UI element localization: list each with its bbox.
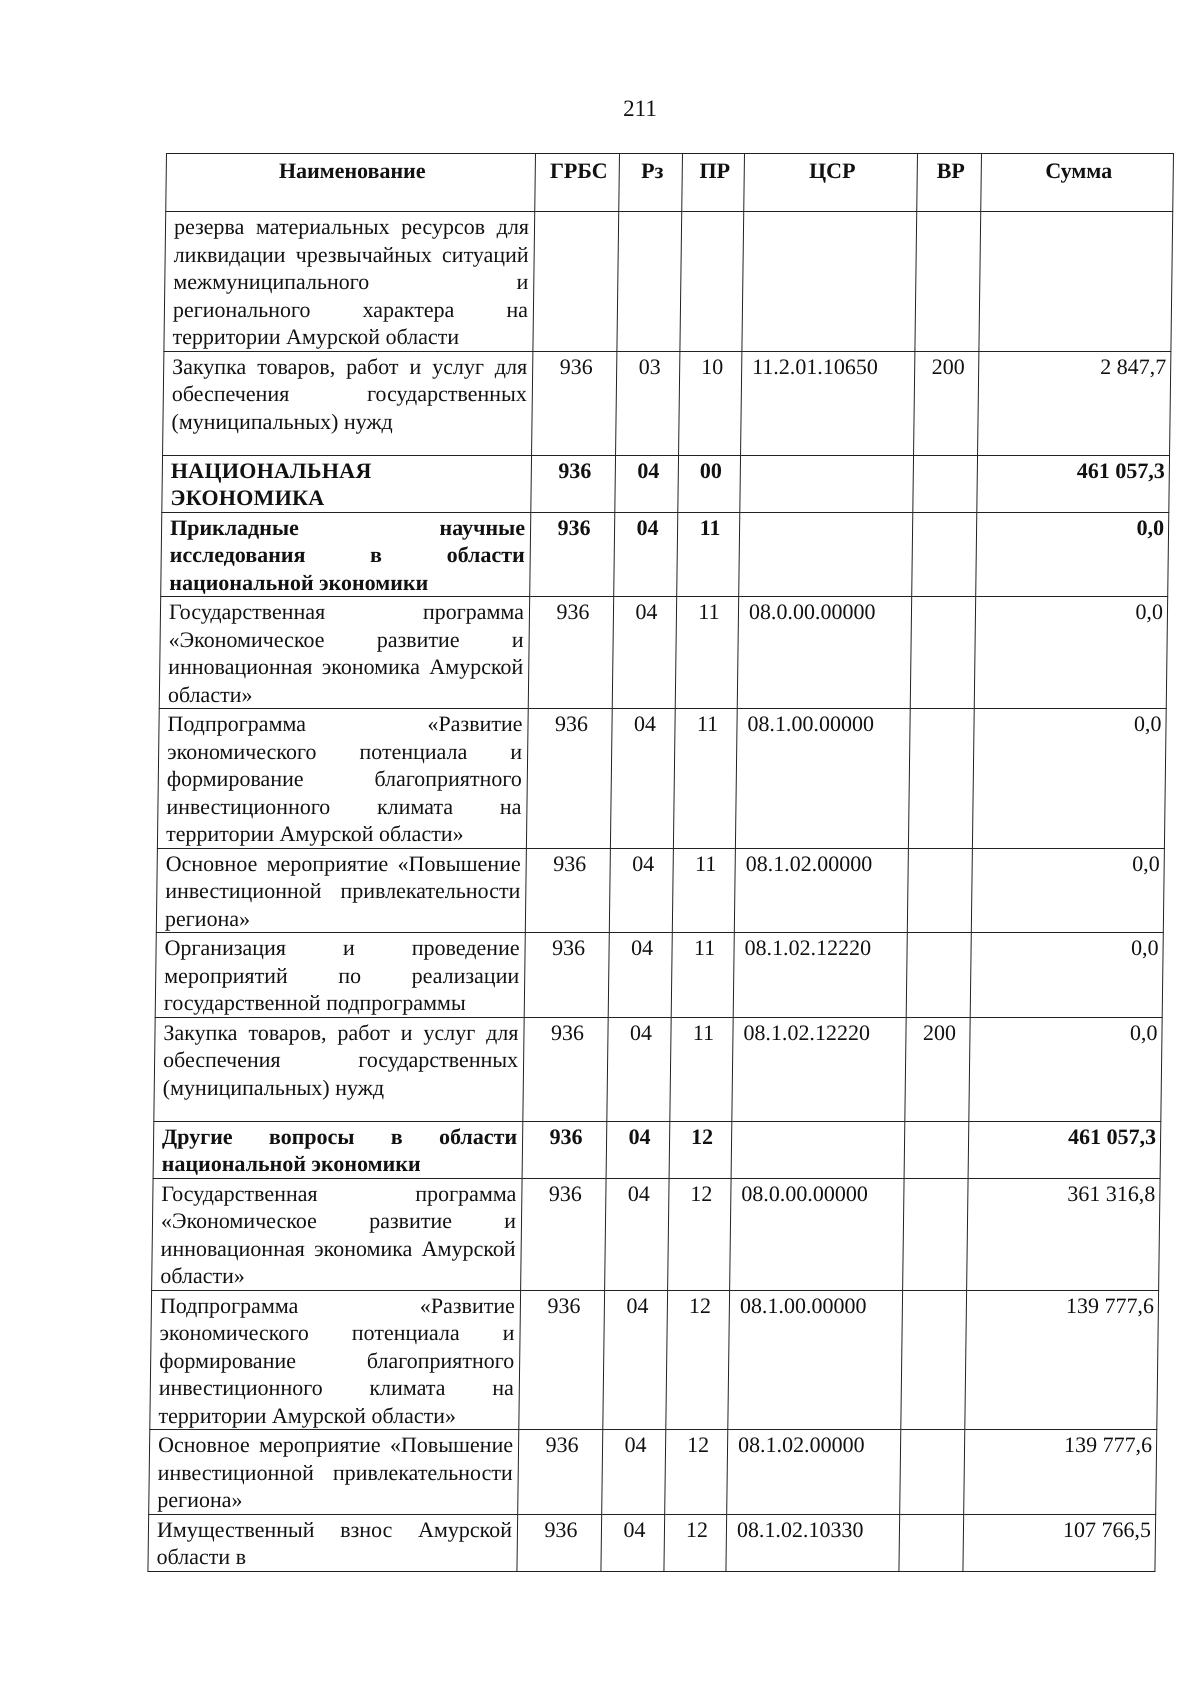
cell-sum: 0,0 [970,933,1163,1018]
cell-name: резерва материальных ресурсов для ликвидации чрезвычайных ситуаций межмуниципального и регионального характера на территории Амурской области [164,212,535,352]
cell-sum: 139 777,6 [965,1290,1159,1430]
cell-grbs: 936 [517,1514,602,1571]
cell-sum [979,212,1173,352]
cell-csr: 08.1.02.12220 [733,933,907,1018]
cell-name: Подпрограмма «Развитие экономического потенциала и формирование благоприятного инвестиционного климата на территории Амурской области» [150,1290,521,1430]
header-pr: ПР [682,154,745,212]
cell-sum: 0,0 [971,848,1164,933]
header-name: Наименование [166,154,536,212]
cell-vr [903,1178,968,1290]
cell-csr: 08.1.02.10330 [726,1514,900,1571]
cell-pr: 11 [675,597,738,709]
cell-rz: 04 [606,1121,670,1178]
cell-csr [739,512,913,597]
cell-rz: 04 [608,933,672,1018]
cell-pr: 12 [668,1178,731,1290]
table-row [148,1514,1156,1571]
table-row [154,1017,1162,1121]
header-grbs: ГРБС [535,154,620,212]
cell-rz: 04 [601,1514,665,1571]
cell-name: Другие вопросы в области национальной экономики [153,1121,523,1178]
cell-name: Прикладные научные исследования в области национальной экономики [161,512,531,597]
cell-pr: 10 [679,351,742,455]
cell-grbs: 936 [518,1430,603,1515]
cell-name: Имущественный взнос Амурской области в [148,1514,518,1571]
table-row [161,512,1169,597]
cell-rz: 04 [603,1290,668,1430]
cell-grbs: 936 [523,1017,608,1121]
cell-vr [904,1121,969,1178]
cell-rz: 04 [605,1178,669,1290]
cell-vr: 200 [914,351,979,455]
cell-grbs: 936 [532,351,617,455]
cell-csr: 08.1.02.00000 [727,1430,901,1515]
cell-sum: 461 057,3 [968,1121,1161,1178]
cell-csr: 11.2.01.10650 [741,351,915,455]
cell-pr: 12 [665,1430,728,1515]
cell-vr [913,455,978,512]
cell-sum: 0,0 [974,597,1167,709]
cell-grbs: 936 [526,709,612,849]
header-rz: Рз [619,154,683,212]
cell-csr [740,455,914,512]
table-row [162,455,1170,512]
cell-vr [907,848,972,933]
cell-grbs: 936 [530,512,615,597]
cell-csr: 08.0.00.00000 [730,1178,904,1290]
cell-grbs: 936 [521,1178,606,1290]
cell-grbs: 936 [524,933,609,1018]
table-row [153,1121,1161,1178]
cell-pr: 11 [672,848,735,933]
cell-csr [731,1121,905,1178]
cell-sum: 0,0 [972,709,1166,849]
cell-grbs: 936 [525,848,610,933]
cell-rz: 04 [602,1430,666,1515]
cell-name: Государственная программа «Экономическое развитие и инновационная экономика Амурской области» [152,1178,522,1290]
cell-rz: 04 [614,512,678,597]
cell-rz: 04 [609,848,673,933]
table-row [152,1178,1160,1290]
cell-sum: 0,0 [976,512,1169,597]
table-row [164,212,1173,352]
cell-pr: 11 [671,933,734,1018]
cell-rz [617,212,682,352]
table-row [150,1290,1159,1430]
cell-csr [742,212,917,352]
table-body [148,212,1173,1572]
cell-vr [908,709,974,849]
cell-rz: 04 [615,455,679,512]
cell-name: Государственная программа «Экономическое развитие и инновационная экономика Амурской области» [159,597,529,709]
cell-sum: 461 057,3 [977,455,1170,512]
cell-grbs [533,212,619,352]
cell-pr: 00 [678,455,741,512]
cell-pr: 11 [673,709,737,849]
header-sum: Сумма [981,154,1174,212]
page-number: 211 [623,96,657,121]
cell-name: Основное мероприятие «Повышение инвестиционной привлекательности региона» [156,848,526,933]
cell-pr: 12 [669,1121,732,1178]
table-row [157,709,1166,849]
cell-grbs: 936 [531,455,616,512]
cell-vr [906,933,971,1018]
cell-vr [910,597,975,709]
cell-csr: 08.1.00.00000 [735,709,910,849]
cell-sum: 361 316,8 [967,1178,1160,1290]
budget-table [147,153,1174,1572]
cell-vr [901,1290,967,1430]
cell-rz: 04 [607,1017,671,1121]
cell-sum: 2 847,7 [978,351,1171,455]
cell-name: Подпрограмма «Развитие экономического потенциала и формирование благоприятного инвестиционного климата на территории Амурской области» [157,709,528,849]
table-row [159,597,1167,709]
cell-grbs: 936 [522,1121,607,1178]
cell-pr: 11 [670,1017,733,1121]
cell-sum: 107 766,5 [963,1514,1156,1571]
cell-csr: 08.1.02.12220 [732,1017,906,1121]
table-row [156,848,1164,933]
header-vr: ВР [917,154,982,212]
cell-sum: 139 777,6 [964,1430,1157,1515]
table-row [163,351,1171,455]
cell-name: Закупка товаров, работ и услуг для обеспечения государственных (муниципальных) нужд [163,351,533,455]
cell-name: Организация и проведение мероприятий по реализации государственной подпрограммы [155,933,525,1018]
cell-rz: 04 [612,597,676,709]
cell-vr [900,1430,965,1515]
cell-pr: 12 [664,1514,727,1571]
cell-sum: 0,0 [969,1017,1162,1121]
cell-csr: 08.1.02.00000 [734,848,908,933]
table-header-row [166,154,1174,212]
cell-csr: 08.1.00.00000 [728,1290,903,1430]
cell-vr [912,512,977,597]
header-csr: ЦСР [744,154,918,212]
cell-name: НАЦИОНАЛЬНАЯ ЭКОНОМИКА [162,455,532,512]
cell-grbs: 936 [519,1290,605,1430]
cell-rz: 03 [616,351,680,455]
cell-csr: 08.0.00.00000 [737,597,911,709]
cell-pr: 12 [666,1290,730,1430]
cell-vr [899,1514,964,1571]
cell-name: Основное мероприятие «Повышение инвестиционной привлекательности региона» [149,1430,519,1515]
cell-grbs: 936 [528,597,613,709]
cell-vr [915,212,981,352]
cell-name: Закупка товаров, работ и услуг для обеспечения государственных (муниципальных) нужд [154,1017,524,1121]
table-row [149,1430,1157,1515]
cell-vr: 200 [905,1017,970,1121]
cell-pr: 11 [677,512,740,597]
cell-pr [680,212,744,352]
table-row [155,933,1163,1018]
cell-rz: 04 [610,709,675,849]
